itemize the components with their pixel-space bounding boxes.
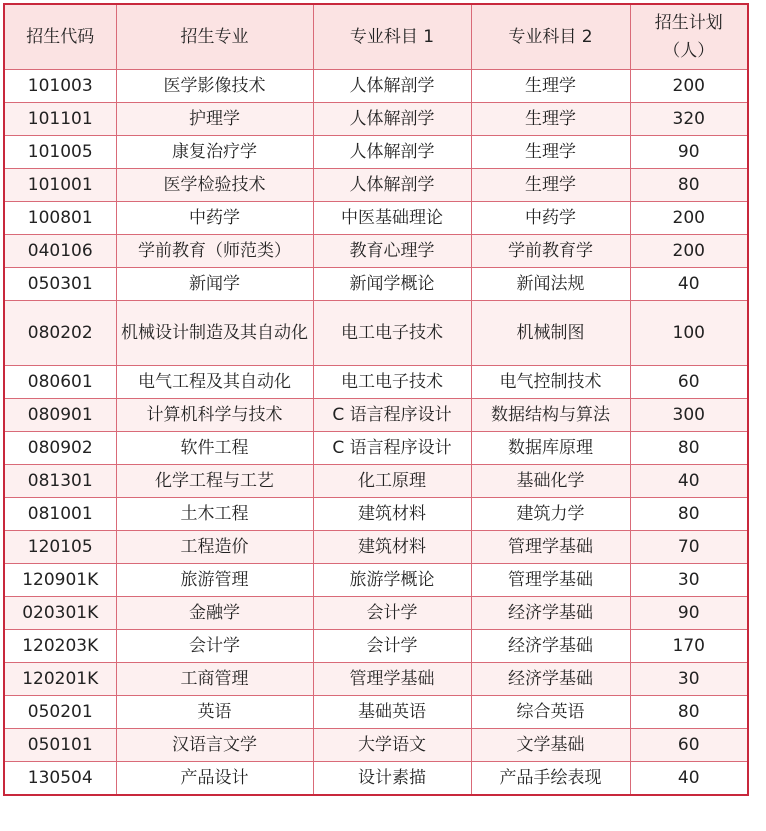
cell-subject-2: 电气控制技术 xyxy=(471,366,630,399)
cell-subject-1: C 语言程序设计 xyxy=(313,399,471,432)
admissions-table-container xyxy=(3,3,747,796)
table-row xyxy=(4,366,748,399)
cell-subject-1: 新闻学概论 xyxy=(313,268,471,301)
table-row xyxy=(4,169,748,202)
cell-subject-1: 人体解剖学 xyxy=(313,136,471,169)
cell-major: 机械设计制造及其自动化 xyxy=(116,301,313,366)
table-row xyxy=(4,268,748,301)
cell-code: 020301K xyxy=(4,597,116,630)
table-row xyxy=(4,301,748,366)
cell-subject-2: 经济学基础 xyxy=(471,630,630,663)
cell-subject-2: 数据库原理 xyxy=(471,432,630,465)
cell-subject-2: 基础化学 xyxy=(471,465,630,498)
cell-major: 医学影像技术 xyxy=(116,70,313,103)
cell-subject-1: 建筑材料 xyxy=(313,498,471,531)
cell-plan: 60 xyxy=(630,729,748,762)
cell-subject-1: 电工电子技术 xyxy=(313,366,471,399)
header-plan xyxy=(630,4,748,70)
cell-subject-2: 生理学 xyxy=(471,136,630,169)
cell-plan: 170 xyxy=(630,630,748,663)
cell-plan: 30 xyxy=(630,564,748,597)
table-row xyxy=(4,432,748,465)
cell-plan: 40 xyxy=(630,465,748,498)
cell-plan: 90 xyxy=(630,597,748,630)
cell-subject-2: 经济学基础 xyxy=(471,597,630,630)
table-body xyxy=(4,70,748,796)
cell-subject-1: 大学语文 xyxy=(313,729,471,762)
cell-plan: 60 xyxy=(630,366,748,399)
cell-code: 050201 xyxy=(4,696,116,729)
cell-code: 120901K xyxy=(4,564,116,597)
cell-major: 工商管理 xyxy=(116,663,313,696)
header-plan-line2: （人） xyxy=(663,41,715,61)
cell-code: 081001 xyxy=(4,498,116,531)
cell-subject-2: 文学基础 xyxy=(471,729,630,762)
cell-plan: 70 xyxy=(630,531,748,564)
cell-code: 101101 xyxy=(4,103,116,136)
cell-subject-1: 中医基础理论 xyxy=(313,202,471,235)
table-row xyxy=(4,696,748,729)
cell-subject-1: 化工原理 xyxy=(313,465,471,498)
table-row xyxy=(4,399,748,432)
cell-subject-1: 基础英语 xyxy=(313,696,471,729)
table-row xyxy=(4,498,748,531)
cell-subject-2: 生理学 xyxy=(471,169,630,202)
cell-plan: 80 xyxy=(630,696,748,729)
table-row xyxy=(4,663,748,696)
cell-subject-1: 人体解剖学 xyxy=(313,103,471,136)
header-code: 招生代码 xyxy=(4,4,116,70)
cell-major: 土木工程 xyxy=(116,498,313,531)
cell-code: 080202 xyxy=(4,301,116,366)
cell-major: 汉语言文学 xyxy=(116,729,313,762)
header-plan-line1: 招生计划 xyxy=(654,13,723,33)
cell-major: 医学检验技术 xyxy=(116,169,313,202)
cell-major: 软件工程 xyxy=(116,432,313,465)
cell-major: 新闻学 xyxy=(116,268,313,301)
cell-major: 旅游管理 xyxy=(116,564,313,597)
cell-code: 120201K xyxy=(4,663,116,696)
cell-code: 120105 xyxy=(4,531,116,564)
cell-subject-1: 人体解剖学 xyxy=(313,70,471,103)
cell-subject-1: 管理学基础 xyxy=(313,663,471,696)
table-header xyxy=(4,4,748,70)
cell-plan: 200 xyxy=(630,202,748,235)
cell-subject-1: 人体解剖学 xyxy=(313,169,471,202)
cell-code: 101003 xyxy=(4,70,116,103)
cell-subject-1: 电工电子技术 xyxy=(313,301,471,366)
cell-major: 工程造价 xyxy=(116,531,313,564)
cell-subject-2: 生理学 xyxy=(471,70,630,103)
header-subject-1: 专业科目 1 xyxy=(313,4,471,70)
cell-code: 120203K xyxy=(4,630,116,663)
cell-subject-2: 机械制图 xyxy=(471,301,630,366)
cell-plan: 300 xyxy=(630,399,748,432)
table-row xyxy=(4,465,748,498)
cell-plan: 100 xyxy=(630,301,748,366)
cell-subject-2: 新闻法规 xyxy=(471,268,630,301)
cell-major: 电气工程及其自动化 xyxy=(116,366,313,399)
cell-subject-2: 经济学基础 xyxy=(471,663,630,696)
cell-subject-2: 建筑力学 xyxy=(471,498,630,531)
cell-subject-2: 学前教育学 xyxy=(471,235,630,268)
cell-code: 080902 xyxy=(4,432,116,465)
cell-subject-2: 管理学基础 xyxy=(471,564,630,597)
cell-subject-2: 管理学基础 xyxy=(471,531,630,564)
cell-plan: 200 xyxy=(630,70,748,103)
header-subject-2: 专业科目 2 xyxy=(471,4,630,70)
cell-code: 101005 xyxy=(4,136,116,169)
cell-plan: 80 xyxy=(630,432,748,465)
cell-plan: 320 xyxy=(630,103,748,136)
cell-plan: 80 xyxy=(630,169,748,202)
cell-subject-2: 中药学 xyxy=(471,202,630,235)
cell-major: 产品设计 xyxy=(116,762,313,796)
cell-subject-2: 综合英语 xyxy=(471,696,630,729)
cell-major: 英语 xyxy=(116,696,313,729)
cell-code: 101001 xyxy=(4,169,116,202)
cell-code: 050101 xyxy=(4,729,116,762)
cell-major: 化学工程与工艺 xyxy=(116,465,313,498)
table-row xyxy=(4,564,748,597)
cell-code: 050301 xyxy=(4,268,116,301)
table-row xyxy=(4,729,748,762)
header-row xyxy=(4,4,748,70)
cell-subject-1: 教育心理学 xyxy=(313,235,471,268)
cell-plan: 40 xyxy=(630,268,748,301)
cell-plan: 30 xyxy=(630,663,748,696)
table-row xyxy=(4,136,748,169)
cell-plan: 40 xyxy=(630,762,748,796)
cell-major: 中药学 xyxy=(116,202,313,235)
cell-code: 080601 xyxy=(4,366,116,399)
cell-major: 会计学 xyxy=(116,630,313,663)
cell-plan: 90 xyxy=(630,136,748,169)
cell-subject-1: 设计素描 xyxy=(313,762,471,796)
cell-plan: 80 xyxy=(630,498,748,531)
cell-code: 040106 xyxy=(4,235,116,268)
table-row xyxy=(4,235,748,268)
cell-major: 计算机科学与技术 xyxy=(116,399,313,432)
cell-subject-1: C 语言程序设计 xyxy=(313,432,471,465)
cell-plan: 200 xyxy=(630,235,748,268)
cell-code: 080901 xyxy=(4,399,116,432)
table-row xyxy=(4,531,748,564)
header-major: 招生专业 xyxy=(116,4,313,70)
cell-code: 081301 xyxy=(4,465,116,498)
table-row xyxy=(4,202,748,235)
cell-major: 学前教育（师范类） xyxy=(116,235,313,268)
cell-subject-1: 旅游学概论 xyxy=(313,564,471,597)
cell-subject-2: 生理学 xyxy=(471,103,630,136)
cell-subject-1: 建筑材料 xyxy=(313,531,471,564)
cell-subject-2: 产品手绘表现 xyxy=(471,762,630,796)
cell-major: 金融学 xyxy=(116,597,313,630)
cell-subject-1: 会计学 xyxy=(313,630,471,663)
cell-code: 130504 xyxy=(4,762,116,796)
cell-subject-1: 会计学 xyxy=(313,597,471,630)
cell-subject-2: 数据结构与算法 xyxy=(471,399,630,432)
cell-major: 护理学 xyxy=(116,103,313,136)
table-row xyxy=(4,70,748,103)
cell-major: 康复治疗学 xyxy=(116,136,313,169)
cell-code: 100801 xyxy=(4,202,116,235)
admissions-table xyxy=(3,3,749,796)
table-row xyxy=(4,630,748,663)
table-row xyxy=(4,597,748,630)
table-row xyxy=(4,762,748,796)
table-row xyxy=(4,103,748,136)
